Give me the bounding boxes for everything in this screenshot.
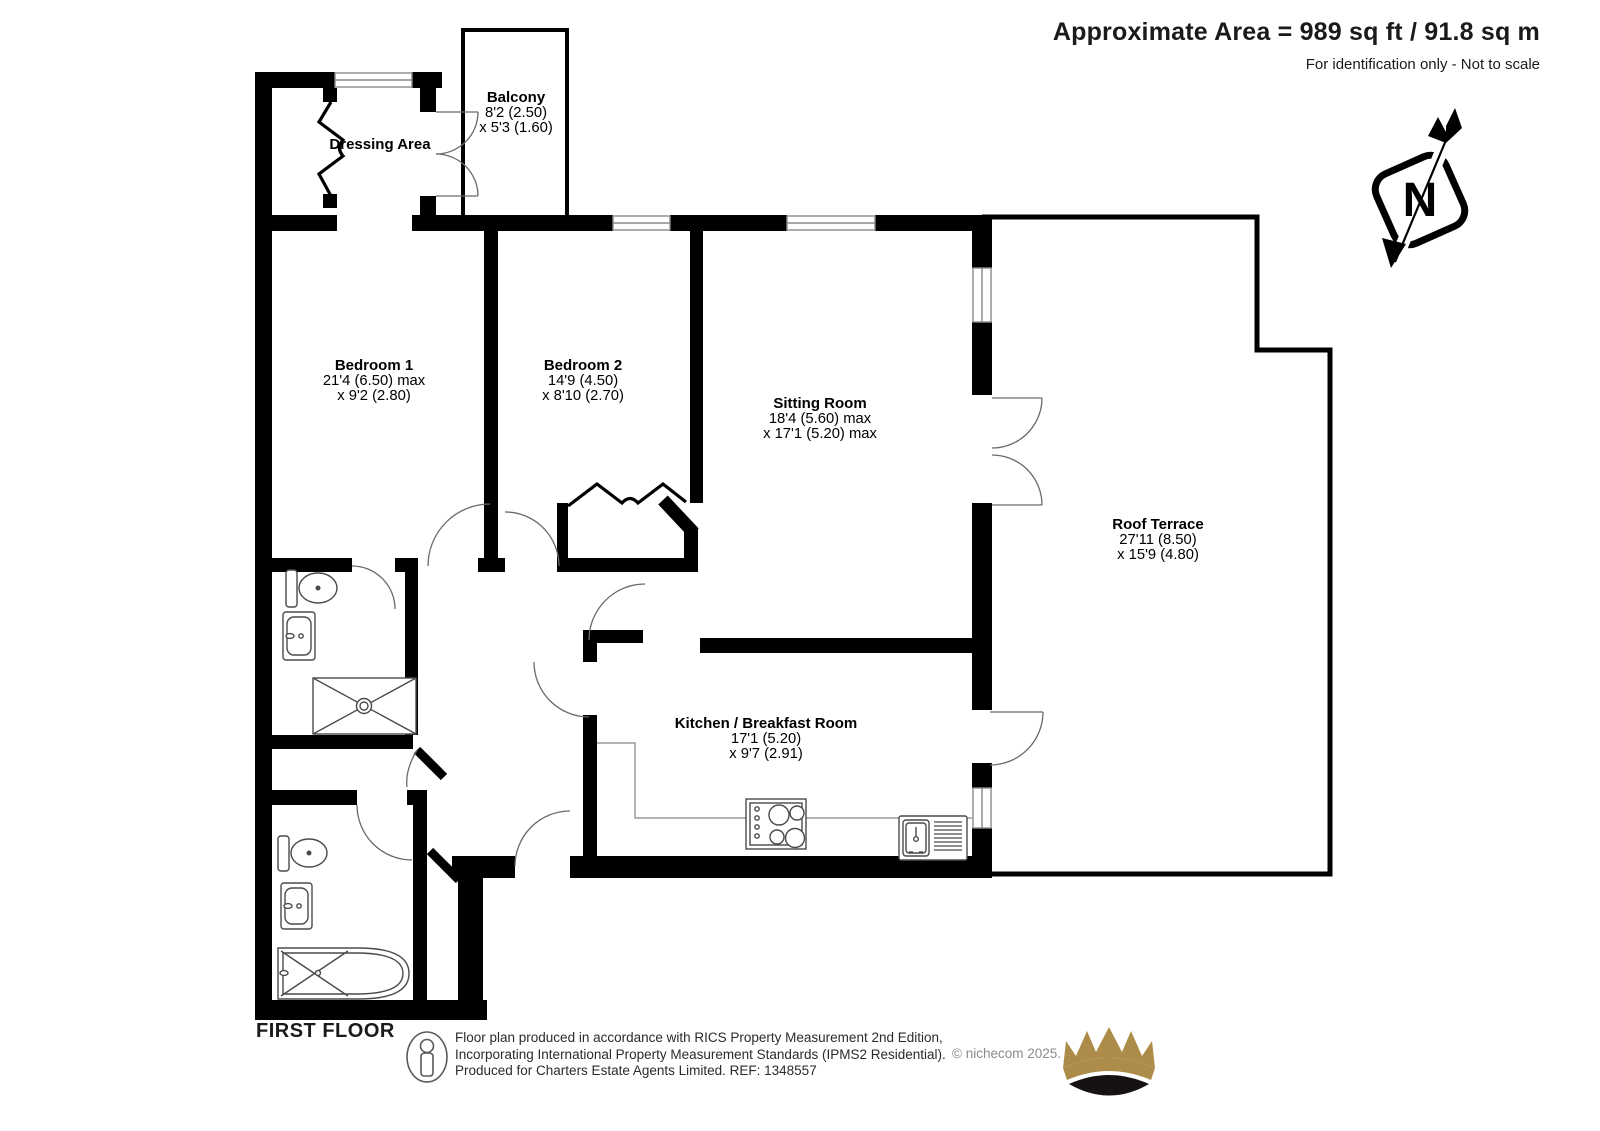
kitchen-side-window <box>973 788 991 828</box>
bathroom-door-arc <box>357 805 412 860</box>
footer-disclaimer <box>455 1030 946 1080</box>
cupboard-door-arc <box>407 750 417 787</box>
windows <box>335 73 991 828</box>
copyright-text: © nichecom 2025. <box>952 1046 1062 1061</box>
footer-line-1: Floor plan produced in accordance with RICS Property Measurement 2nd Edition, <box>455 1030 943 1045</box>
header <box>1053 18 1540 73</box>
room-label-kitchen: Kitchen / Breakfast Room 17'1 (5.20) x 9'7 (2.91) <box>674 715 858 763</box>
room-label-balcony: Balcony 8'2 (2.50) x 5'3 (1.60) <box>479 89 553 137</box>
dressing-wardrobe-cap <box>323 88 337 102</box>
approx-area-text: Approximate Area = 989 sq ft / 91.8 sq m <box>1052 18 1540 46</box>
room-label-roof-terrace: Roof Terrace 27'11 (8.50) x 15'9 (4.80) <box>1112 516 1204 564</box>
diagonal-walls <box>663 500 694 533</box>
sitting-room-window <box>787 216 875 230</box>
entrance-door-arc <box>515 811 570 866</box>
bedroom1-door-arc <box>428 504 490 566</box>
footer-line-3: Produced for Charters Estate Agents Limited. REF: 1348557 <box>455 1063 817 1078</box>
compass-north-letter: N <box>1402 174 1438 227</box>
compass-fletching <box>1428 117 1446 143</box>
wardrobe-diagonal-wall <box>663 500 694 533</box>
balcony-door-arc <box>436 154 478 196</box>
crown-logo <box>1063 1027 1155 1096</box>
room-label-bedroom-1: Bedroom 1 21'4 (6.50) max x 9'2 (2.80) <box>322 357 426 405</box>
hob-icon <box>746 799 806 849</box>
terrace-door-arc <box>992 398 1042 448</box>
bathtub-icon <box>278 948 409 999</box>
basin-icon <box>283 612 315 660</box>
bedroom2-window <box>613 216 670 230</box>
shower-tray-icon <box>313 678 416 734</box>
room-label-bedroom-2: Bedroom 2 14'9 (4.50) x 8'10 (2.70) <box>542 357 624 405</box>
cupboard-angled-door <box>417 750 444 777</box>
dressing-window <box>335 73 412 87</box>
person-icon <box>407 1032 447 1082</box>
floor-title: FIRST FLOOR <box>256 1020 395 1042</box>
shower-room-door-arc <box>352 566 395 609</box>
footer-line-2: Incorporating International Property Measurement Standards (IPMS2 Residential). <box>455 1046 946 1062</box>
toilet-icon <box>286 570 337 607</box>
kitchen-terrace-door-arc <box>990 712 1043 765</box>
north-compass <box>1370 108 1470 268</box>
walls <box>255 72 992 1020</box>
crown-base <box>1069 1075 1149 1096</box>
kitchen-door-arc <box>534 662 589 717</box>
basin-icon <box>281 883 312 929</box>
sitting-room-side-window <box>973 268 991 322</box>
terrace-door-arc <box>992 455 1042 505</box>
toilet-icon <box>278 836 327 871</box>
disclaimer-text: For identification only - Not to scale <box>1305 56 1540 73</box>
room-label-dressing-area: Dressing Area <box>329 136 431 153</box>
bedroom2-door-arc <box>505 512 559 566</box>
balcony-door-arc <box>436 112 478 154</box>
room-label-sitting-room: Sitting Room 18'4 (5.60) max x 17'1 (5.20) max <box>763 395 877 443</box>
sink-icon <box>899 816 967 860</box>
